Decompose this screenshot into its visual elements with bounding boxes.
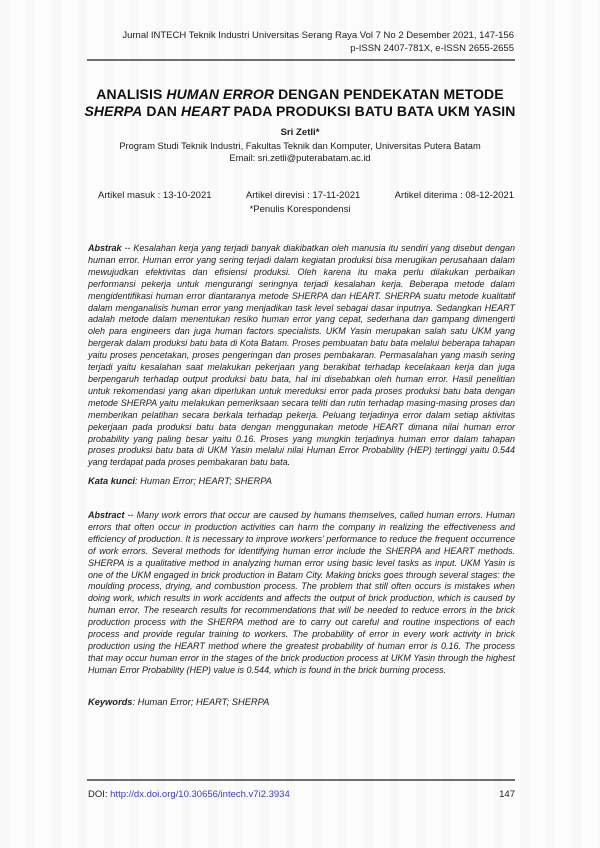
page-number: 147 <box>499 789 515 800</box>
title-text: ANALISIS <box>96 86 167 102</box>
keywords-english-text: : Human Error; HEART; SHERPA <box>132 697 270 707</box>
doi-label: DOI: <box>88 789 111 800</box>
abstract-indonesian-text: Kesalahan kerja yang terjadi banyak diakibatkan oleh manusia itu sendiri yang disebut dengan human error. Human error yang sering terjadi dalam kegiatan produksi bisa merugikan perusahaan dalam mewujudkan efektivitas dan efisiensi produksi. Oleh karena itu maka perlu dilakukan perbaikan performansi pekerja untuk mengurangi seringnya terjadi kesalahan kerja. Beberapa metode dalam mengidentifikasi human error diantaranya metode SHERPA dan HEART. SHERPA suatu metode kualitatif dalam menganalisis human error yang menjadikan task level sebagai dasar inputnya. Sedangkan HEART adalah metode dalam menentukan resiko human error yang cepat, sederhana dan gampang dimengerti oleh para engineers dan juga human factors specialists. UKM Yasin merupakan salah satu UKM yang bergerak dalam produksi batu bata di Kota Batam. Proses pembuatan batu bata melalui beberapa tahapan yaitu proses pencetakan, proses pengeringan dan proses pembakaran. Permasalahan yang masih sering terjadi yaitu kesalahan saat melakukan pekerjaan yang berakibat terhadap kecelakaan kerja dan juga berpengaruh terhadap output produksi batu bata, hal ini disebabkan oleh human error. Hasil penelitian untuk rekomendasi yang akan diperlukan untuk mereduksi error pada proses produksi batu bata dengan metode SHERPA yaitu melakukan pemeriksaan secara teliti dan rutin terhadap masing-masing proses dan memberikan pelatihan secara berkala terhadap pekerja. Peluang terjadinya error dalam setiap aktivitas pekerjaan pada produksi batu bata dengan menggunakan metode HEART dimana nilai human error probability yang paling besar yaitu 0.16. Proses yang mungkin terjadinya human error dalam tahapan proses produksi batu bata di UKM Yasin melalui nilai Human Error Probability (HEP) tertinggi yaitu 0.544 yang terdapat pada proses pembakaran batu bata. <box>88 243 515 468</box>
title-text-italic: HEART <box>181 103 230 119</box>
journal-header <box>122 30 514 55</box>
abstract-indonesian <box>88 243 515 469</box>
title-text-italic: HUMAN ERROR <box>166 86 275 102</box>
article-title-line2 <box>45 103 555 120</box>
abstract-english-text: Many work errors that occur are caused by humans themselves, called human errors. Human errors that often occur in production activities can harm the company in realizing the effectiveness and efficiency of production. It is necessary to improve workers’ performance to reduce the frequent occurrence of work errors. Several methods for identifying human error include the SHERPA and HEART methods. SHERPA is a qualitative method in analyzing human error using basic level tasks as input. UKM Yasin is one of the UKM engaged in brick production in Batam City. Making bricks goes through several stages: the moulding process, drying, and combustion process. The problem that still often occurs is mistakes when doing work, which results in work accidents and affects the output of brick production, which is caused by human error. The research results for recommendations that will be needed to reduce errors in the brick production process with the SHERPA method are to carry out careful and routine inspections of each process and provide regular training to workers. The probability of error in every work activity in brick production using the HEART method where the greatest probability of human error is 0.16. The process that may occur human error in the stages of the brick production process at UKM Yasin through the highest Human Error Probability (HEP) value is 0.544, which is found in the brick burning process. <box>88 510 515 675</box>
author-block <box>45 127 555 165</box>
article-dates-row <box>98 190 514 201</box>
footer-divider <box>87 779 515 781</box>
correspondence-note: *Penulis Korespondensi <box>249 204 351 215</box>
abstract-english-label: Abstract <box>88 510 125 520</box>
author-email: Email: sri.zetli@puterabatam.ac.id <box>229 153 371 164</box>
title-text: DENGAN PENDEKATAN METODE <box>274 86 504 102</box>
abstract-separator: -- <box>124 510 137 520</box>
abstract-separator: -- <box>121 243 134 253</box>
author-affiliation: Program Studi Teknik Industri, Fakultas Teknik dan Komputer, Universitas Putera Batam <box>119 140 481 151</box>
doi-line <box>88 789 290 800</box>
issn-line: p-ISSN 2407-781X, e-ISSN 2655-2655 <box>350 42 514 54</box>
abstract-english <box>88 510 515 677</box>
article-accepted-date: Artikel diterima : 08-12-2021 <box>394 190 514 201</box>
journal-header-line: Jurnal INTECH Teknik Industri Universitas Serang Raya Vol 7 No 2 Desember 2021, 147-156 <box>122 30 514 41</box>
page-footer <box>88 789 515 800</box>
article-revised-date: Artikel direvisi : 17-11-2021 <box>245 190 361 201</box>
title-text: DAN <box>142 103 182 119</box>
keywords-indonesian-label: Kata kunci <box>88 476 136 486</box>
keywords-english-label: Keywords <box>88 697 133 707</box>
article-received-date: Artikel masuk : 13-10-2021 <box>98 190 212 201</box>
title-text-italic: SHERPA <box>84 103 143 119</box>
keywords-english <box>88 697 269 707</box>
title-text: PADA PRODUKSI BATU BATA UKM YASIN <box>229 103 516 119</box>
article-title <box>45 86 555 120</box>
author-name: Sri Zetli* <box>280 127 320 138</box>
abstract-indonesian-label: Abstrak <box>88 243 122 253</box>
doi-link[interactable]: http://dx.doi.org/10.30656/intech.v7i2.3934 <box>110 789 290 800</box>
keywords-indonesian-text: : Human Error; HEART; SHERPA <box>135 476 272 486</box>
keywords-indonesian <box>88 476 272 486</box>
article-title-line1 <box>45 86 555 103</box>
header-divider <box>87 59 515 61</box>
